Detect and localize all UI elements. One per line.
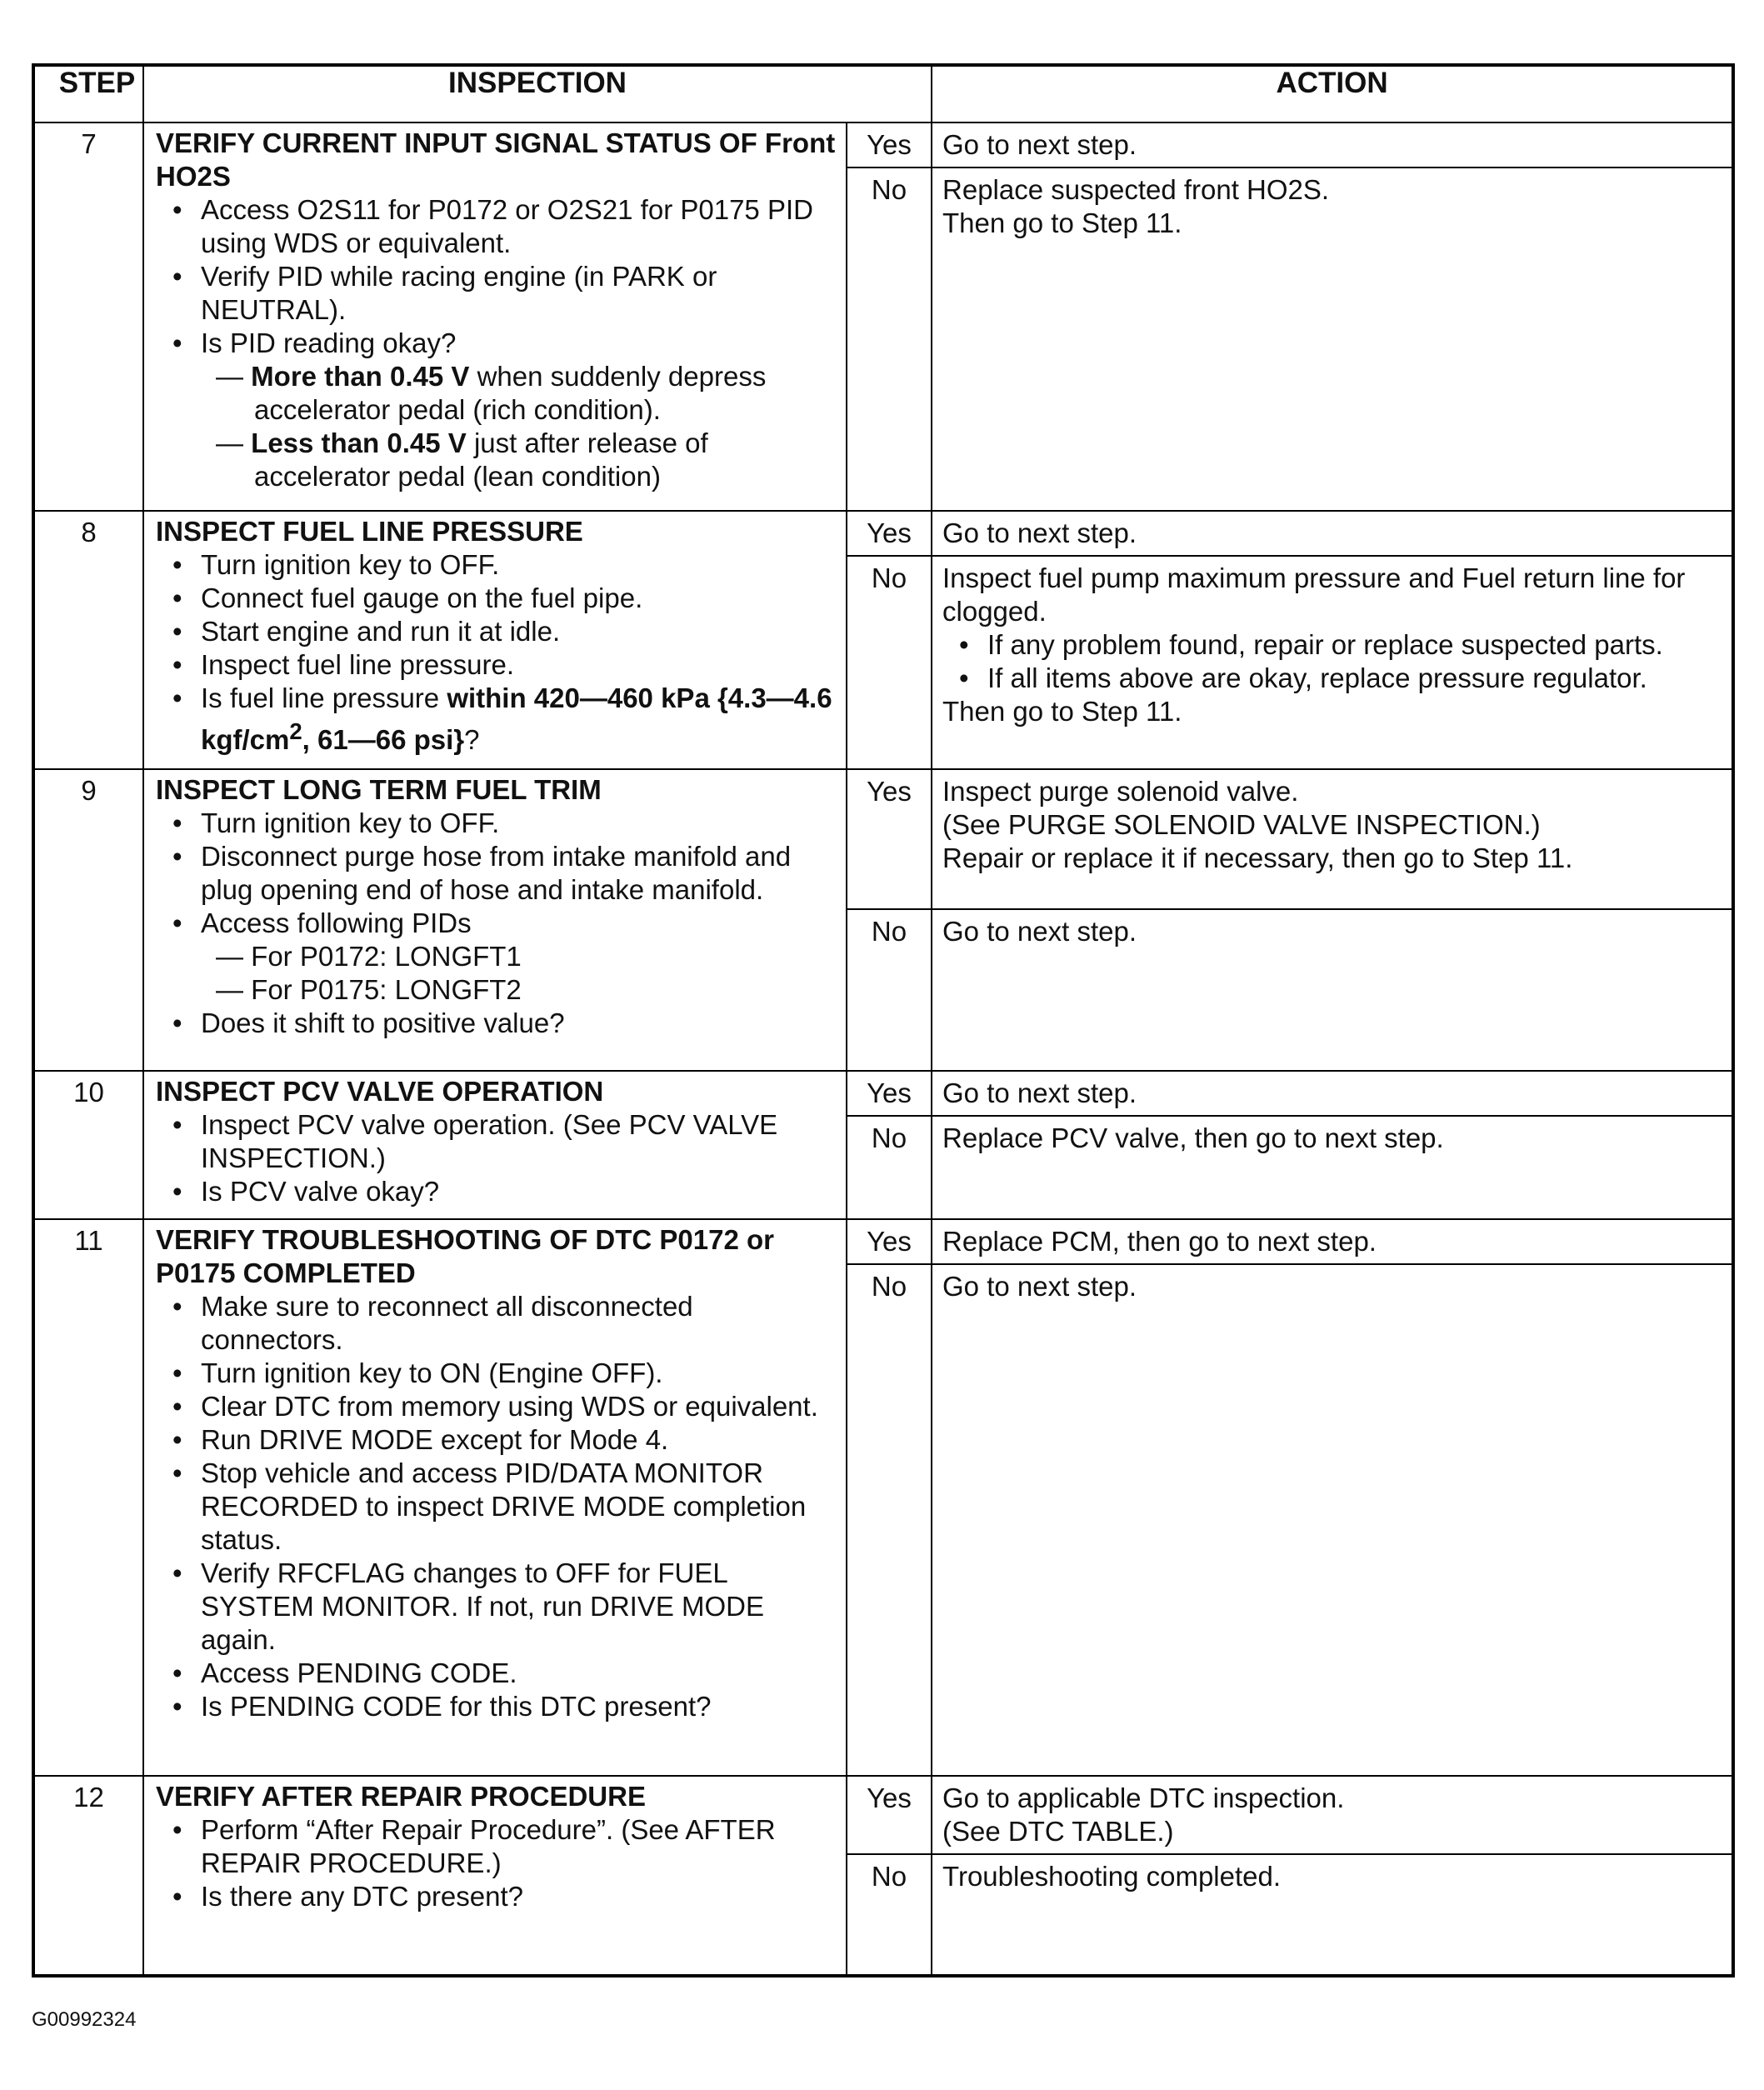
step-8-inspection	[143, 511, 847, 769]
yes-action: Inspect purge solenoid valve. (See PURGE SOLENOID VALVE INSPECTION.) Repair or replace it if necessary, then go to Step 11.	[932, 769, 1733, 909]
yes-label: Yes	[847, 769, 932, 909]
yes-label: Yes	[847, 1776, 932, 1854]
no-action: Inspect fuel pump maximum pressure and Fuel return line for clogged. • If any problem found, repair or replace suspected parts. • If all items above are okay, replace pressure regulator. Then go to Step 11.	[932, 556, 1733, 769]
step-title: INSPECT PCV VALVE OPERATION	[156, 1076, 604, 1107]
no-label: No	[847, 1854, 932, 1976]
inspection-header: INSPECTION	[143, 65, 932, 122]
bullet-item: • Turn ignition key to OFF.	[201, 548, 837, 582]
yes-label: Yes	[847, 1219, 932, 1264]
bullet-item: • Is PENDING CODE for this DTC present?	[201, 1690, 837, 1723]
yes-action: Go to applicable DTC inspection. (See DTC TABLE.)	[932, 1776, 1733, 1854]
sub-item: — For P0172: LONGFT1	[216, 941, 522, 972]
bullet-item: • Clear DTC from memory using WDS or equivalent.	[201, 1390, 837, 1423]
sub-item: — Less than 0.45 V just after release of accelerator pedal (lean condition)	[216, 428, 708, 492]
no-label: No	[847, 556, 932, 769]
step-row-10-yes	[33, 1071, 1733, 1116]
step-title: VERIFY TROUBLESHOOTING OF DTC P0172 or P0175 COMPLETED	[156, 1224, 775, 1288]
yes-action: Go to next step.	[932, 1071, 1733, 1116]
step-11-inspection	[143, 1219, 847, 1776]
no-label: No	[847, 168, 932, 511]
bullet-item: • Is there any DTC present?	[201, 1880, 837, 1913]
figure-code: G00992324	[32, 2008, 137, 2031]
bullet-item: • Make sure to reconnect all disconnected connectors.	[201, 1290, 837, 1357]
step-title: INSPECT LONG TERM FUEL TRIM	[156, 774, 602, 805]
bullet-item: • Connect fuel gauge on the fuel pipe.	[201, 582, 837, 615]
step-title: VERIFY CURRENT INPUT SIGNAL STATUS OF Front HO2S	[156, 128, 836, 192]
step-7-inspection	[143, 122, 847, 511]
step-title: INSPECT FUEL LINE PRESSURE	[156, 516, 583, 547]
bullet-item: • Inspect fuel line pressure.	[201, 648, 837, 682]
bullet-item: • Disconnect purge hose from intake manifold and plug opening end of hose and intake manifold.	[201, 840, 837, 907]
step-9-inspection	[143, 769, 847, 1071]
bullet-text: Is PID reading okay?	[201, 328, 457, 358]
yes-label: Yes	[847, 122, 932, 168]
step-title: VERIFY AFTER REPAIR PROCEDURE	[156, 1781, 646, 1812]
step-number: 12	[33, 1776, 143, 1976]
step-row-9-yes	[33, 769, 1733, 909]
bullet-item: • Access following PIDs — For P0172: LONGFT1 — For P0175: LONGFT2	[201, 907, 837, 1007]
no-label: No	[847, 909, 932, 1071]
step-row-12-yes	[33, 1776, 1733, 1854]
bullet-item: • Verify RFCFLAG changes to OFF for FUEL SYSTEM MONITOR. If not, run DRIVE MODE again.	[201, 1557, 837, 1657]
bullet-item: • Inspect PCV valve operation. (See PCV VALVE INSPECTION.)	[201, 1108, 837, 1175]
bullet-item: • Verify PID while racing engine (in PARK or NEUTRAL).	[201, 260, 837, 327]
header-row	[33, 65, 1733, 122]
step-row-7-yes	[33, 122, 1733, 168]
yes-label: Yes	[847, 511, 932, 556]
sub-item: — More than 0.45 V when suddenly depress accelerator pedal (rich condition).	[216, 361, 767, 425]
bullet-item: • Start engine and run it at idle.	[201, 615, 837, 648]
step-number: 8	[33, 511, 143, 769]
bullet-item: • Run DRIVE MODE except for Mode 4.	[201, 1423, 837, 1457]
bullet-item: • Stop vehicle and access PID/DATA MONITOR RECORDED to inspect DRIVE MODE completion status.	[201, 1457, 837, 1557]
sub-item: — For P0175: LONGFT2	[216, 974, 522, 1005]
step-number: 11	[33, 1219, 143, 1776]
step-12-inspection	[143, 1776, 847, 1976]
action-bullet: • If all items above are okay, replace pressure regulator.	[987, 662, 1723, 695]
no-label: No	[847, 1264, 932, 1776]
step-10-inspection	[143, 1071, 847, 1219]
no-action: Go to next step.	[932, 909, 1733, 1071]
no-action: Replace suspected front HO2S. Then go to Step 11.	[932, 168, 1733, 511]
bullet-item	[201, 327, 837, 493]
step-number: 7	[33, 122, 143, 511]
yes-action: Go to next step.	[932, 122, 1733, 168]
action-header: ACTION	[932, 65, 1733, 122]
step-header: STEP	[33, 65, 143, 122]
bullet-item: • Access PENDING CODE.	[201, 1657, 837, 1690]
yes-label: Yes	[847, 1071, 932, 1116]
bullet-item: • Is PCV valve okay?	[201, 1175, 837, 1208]
no-action: Replace PCV valve, then go to next step.	[932, 1116, 1733, 1219]
no-label: No	[847, 1116, 932, 1219]
bullet-item: • Turn ignition key to OFF.	[201, 807, 837, 840]
no-action: Go to next step.	[932, 1264, 1733, 1776]
yes-action: Go to next step.	[932, 511, 1733, 556]
bullet-item: • Does it shift to positive value?	[201, 1007, 837, 1040]
step-row-11-yes	[33, 1219, 1733, 1264]
action-bullet: • If any problem found, repair or replace suspected parts.	[987, 628, 1723, 662]
step-number: 9	[33, 769, 143, 1071]
bullet-item: • Is fuel line pressure within 420—460 kPa {4.3—4.6 kgf/$cm^2$, 61—66 psi}?	[201, 682, 837, 757]
yes-action: Replace PCM, then go to next step.	[932, 1219, 1733, 1264]
no-action: Troubleshooting completed.	[932, 1854, 1733, 1976]
step-number: 10	[33, 1071, 143, 1219]
bullet-item: • Turn ignition key to ON (Engine OFF).	[201, 1357, 837, 1390]
diagnostic-table	[32, 63, 1735, 1978]
bullet-item: • Access O2S11 for P0172 or O2S21 for P0175 PID using WDS or equivalent.	[201, 193, 837, 260]
step-row-8-yes	[33, 511, 1733, 556]
bullet-item: • Perform “After Repair Procedure”. (See AFTER REPAIR PROCEDURE.)	[201, 1813, 837, 1880]
